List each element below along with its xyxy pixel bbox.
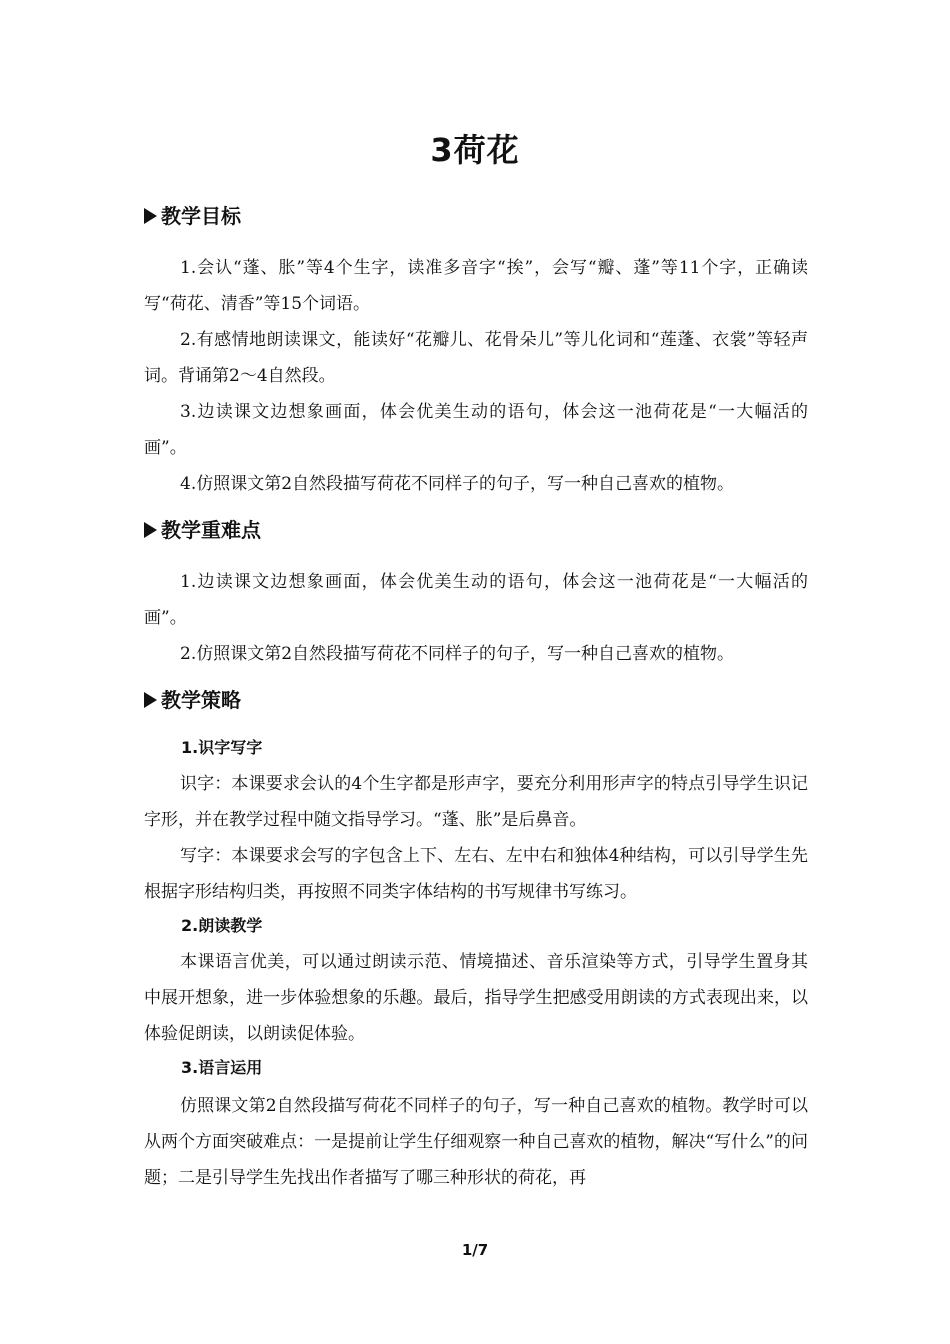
- triangle-bullet-icon: [144, 522, 157, 538]
- section-heading-text: 教学重难点: [161, 518, 261, 542]
- goal-item: 4.仿照课文第2自然段描写荷花不同样子的句子，写一种自己喜欢的植物。: [180, 474, 735, 494]
- section-heading-strategy: [144, 686, 241, 714]
- subheading-language-use: 3.语言运用: [181, 1058, 263, 1077]
- strategy-paragraph: 识字：本课要求会认的4个生字都是形声字，要充分利用形声字的特点引导学生识记字形，并在教学过程中随文指导学习。“蓬、胀”是后鼻音。: [144, 774, 808, 830]
- triangle-bullet-icon: [144, 692, 157, 708]
- strategy-paragraph: 仿照课文第2自然段描写荷花不同样子的句子，写一种自己喜欢的植物。教学时可以从两个方面突破难点：一是提前让学生仔细观察一种自己喜欢的植物，解决“写什么”的问题；二是引导学生先找出作者描写了哪三种形状的荷花，再: [144, 1096, 808, 1188]
- section-heading-key-points: [144, 516, 261, 544]
- section-heading-text: 教学目标: [161, 204, 241, 228]
- goal-item: 1.会认“蓬、胀”等4个生字，读准多音字“挨”，会写“瓣、蓬”等11个字，正确读写“荷花、清香”等15个词语。: [144, 258, 808, 314]
- key-point-item: 1.边读课文边想象画面，体会优美生动的语句，体会这一池荷花是“一大幅活的画”。: [144, 572, 808, 628]
- key-point-item: 2.仿照课文第2自然段描写荷花不同样子的句子，写一种自己喜欢的植物。: [180, 644, 735, 664]
- section-heading-goals: [144, 202, 241, 230]
- strategy-paragraph: 写字：本课要求会写的字包含上下、左右、左中右和独体4种结构，可以引导学生先根据字形结构归类，再按照不同类字体结构的书写规律书写练习。: [144, 846, 808, 902]
- subheading-literacy: 1.识字写字: [181, 738, 263, 757]
- page-title: 3荷花: [430, 131, 520, 169]
- goal-item: 2.有感情地朗读课文，能读好“花瓣儿、花骨朵儿”等儿化词和“莲蓬、衣裳”等轻声词。背诵第2～4自然段。: [144, 330, 808, 386]
- page-number: 1/7: [461, 1241, 489, 1259]
- goal-item: 3.边读课文边想象画面，体会优美生动的语句，体会这一池荷花是“一大幅活的画”。: [144, 402, 808, 458]
- strategy-paragraph: 本课语言优美，可以通过朗读示范、情境描述、音乐渲染等方式，引导学生置身其中展开想象，进一步体验想象的乐趣。最后，指导学生把感受用朗读的方式表现出来，以体验促朗读，以朗读促体验。: [144, 952, 808, 1044]
- subheading-reading: 2.朗读教学: [181, 916, 263, 935]
- section-heading-text: 教学策略: [161, 688, 241, 712]
- triangle-bullet-icon: [144, 208, 157, 224]
